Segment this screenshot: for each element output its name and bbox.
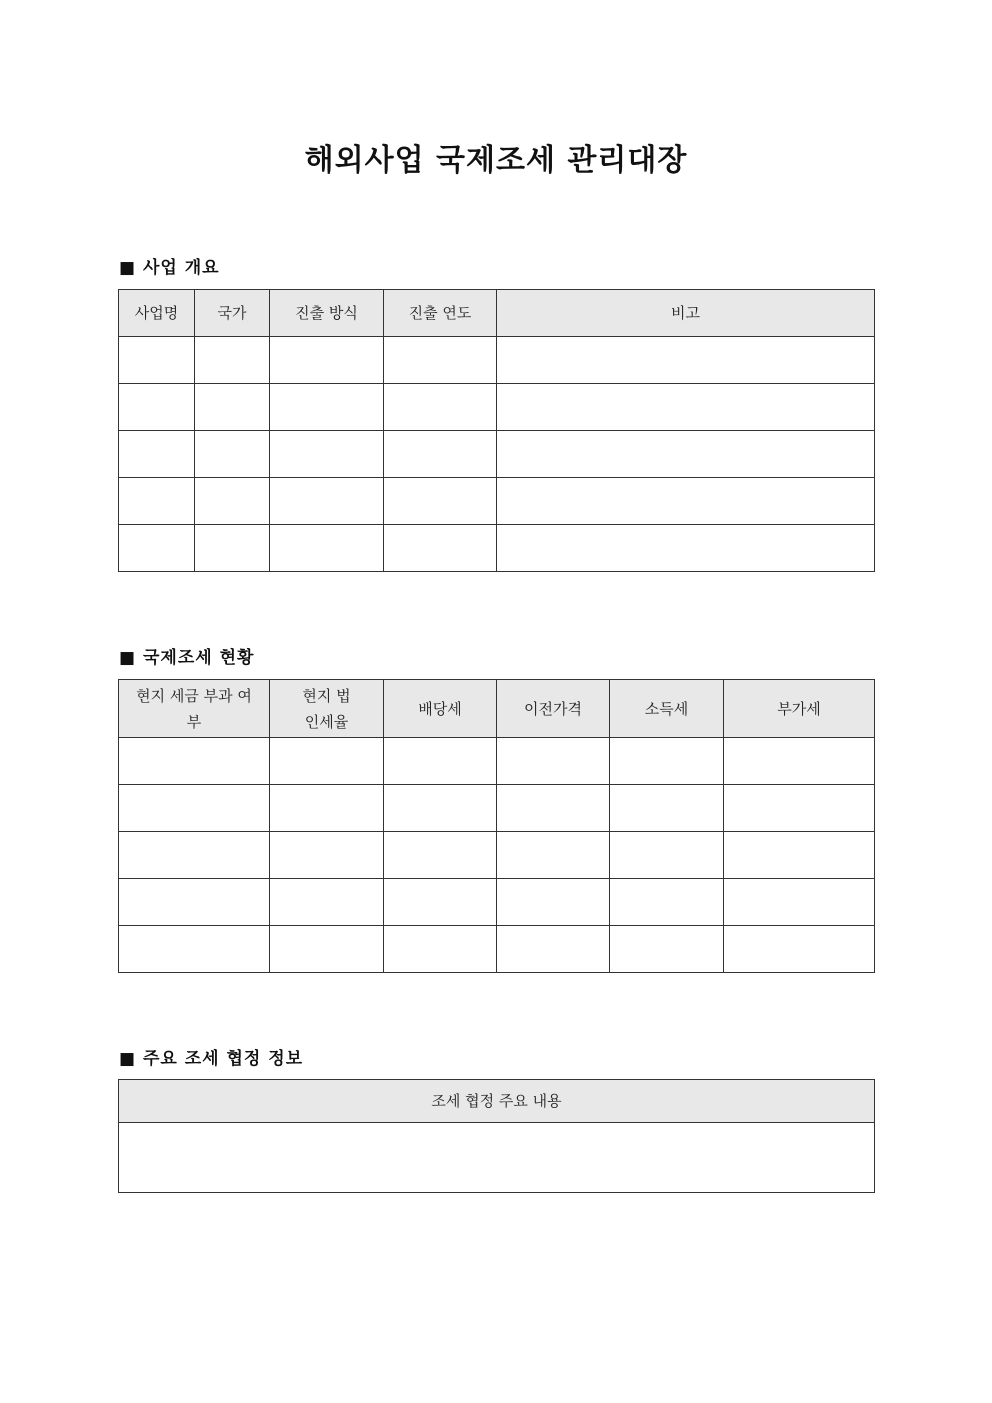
table-row (119, 478, 875, 525)
treaty-info-table (118, 1079, 875, 1193)
cell[interactable] (270, 879, 384, 926)
cell[interactable] (497, 926, 610, 973)
cell[interactable] (270, 738, 384, 785)
cell[interactable] (119, 431, 195, 478)
cell[interactable] (724, 785, 875, 832)
cell[interactable] (195, 478, 270, 525)
cell[interactable] (610, 832, 724, 879)
cell[interactable] (119, 337, 195, 384)
tax-status-table (118, 679, 875, 973)
cell[interactable] (724, 879, 875, 926)
treaty-content-cell[interactable] (119, 1123, 875, 1193)
table-row (119, 879, 875, 926)
cell[interactable] (497, 478, 875, 525)
cell[interactable] (195, 431, 270, 478)
cell[interactable] (497, 431, 875, 478)
cell[interactable] (384, 832, 497, 879)
cell[interactable] (497, 384, 875, 431)
cell[interactable] (119, 832, 270, 879)
header-transfer-pricing: 이전가격 (497, 680, 610, 738)
cell[interactable] (384, 384, 497, 431)
cell[interactable] (270, 478, 384, 525)
header-local-tax: 현지 세금 부과 여부 (119, 680, 270, 738)
cell[interactable] (384, 926, 497, 973)
cell[interactable] (384, 785, 497, 832)
cell[interactable] (195, 525, 270, 572)
section-heading-treaty-info: ■ 주요 조세 협정 정보 (119, 1049, 304, 1069)
cell[interactable] (610, 738, 724, 785)
cell[interactable] (270, 337, 384, 384)
cell[interactable] (195, 384, 270, 431)
cell[interactable] (270, 384, 384, 431)
section-heading-tax-status: ■ 국제조세 현황 (119, 648, 255, 668)
cell[interactable] (610, 785, 724, 832)
cell[interactable] (497, 525, 875, 572)
cell[interactable] (384, 478, 497, 525)
cell[interactable] (724, 832, 875, 879)
table-row (119, 738, 875, 785)
cell[interactable] (119, 879, 270, 926)
cell[interactable] (270, 926, 384, 973)
cell[interactable] (270, 525, 384, 572)
cell[interactable] (497, 337, 875, 384)
cell[interactable] (384, 738, 497, 785)
cell[interactable] (610, 926, 724, 973)
header-entry-year: 진출 연도 (384, 290, 497, 337)
header-treaty-content: 조세 협정 주요 내용 (119, 1080, 875, 1123)
cell[interactable] (270, 785, 384, 832)
page-title: 해외사업 국제조세 관리대장 (304, 143, 688, 178)
header-income-tax: 소득세 (610, 680, 724, 738)
business-overview-table (118, 289, 875, 572)
header-corporate-rate: 현지 법인세율 (270, 680, 384, 738)
cell[interactable] (384, 525, 497, 572)
table-row (119, 926, 875, 973)
cell[interactable] (497, 879, 610, 926)
table-row (119, 337, 875, 384)
cell[interactable] (119, 525, 195, 572)
cell[interactable] (497, 738, 610, 785)
cell[interactable] (610, 879, 724, 926)
cell[interactable] (119, 785, 270, 832)
cell[interactable] (384, 879, 497, 926)
cell[interactable] (384, 337, 497, 384)
table-row (119, 384, 875, 431)
cell[interactable] (384, 431, 497, 478)
header-vat: 부가세 (724, 680, 875, 738)
table-row (119, 525, 875, 572)
cell[interactable] (195, 337, 270, 384)
cell[interactable] (119, 926, 270, 973)
cell[interactable] (270, 431, 384, 478)
cell[interactable] (270, 832, 384, 879)
cell[interactable] (497, 785, 610, 832)
header-remarks: 비고 (497, 290, 875, 337)
cell[interactable] (724, 738, 875, 785)
cell[interactable] (119, 384, 195, 431)
table-row (119, 832, 875, 879)
cell[interactable] (724, 926, 875, 973)
cell[interactable] (119, 478, 195, 525)
header-country: 국가 (195, 290, 270, 337)
cell[interactable] (119, 738, 270, 785)
cell[interactable] (497, 832, 610, 879)
table-row (119, 431, 875, 478)
header-business-name: 사업명 (119, 290, 195, 337)
table-row (119, 785, 875, 832)
header-entry-method: 진출 방식 (270, 290, 384, 337)
header-dividend-tax: 배당세 (384, 680, 497, 738)
section-heading-overview: ■ 사업 개요 (119, 258, 220, 278)
